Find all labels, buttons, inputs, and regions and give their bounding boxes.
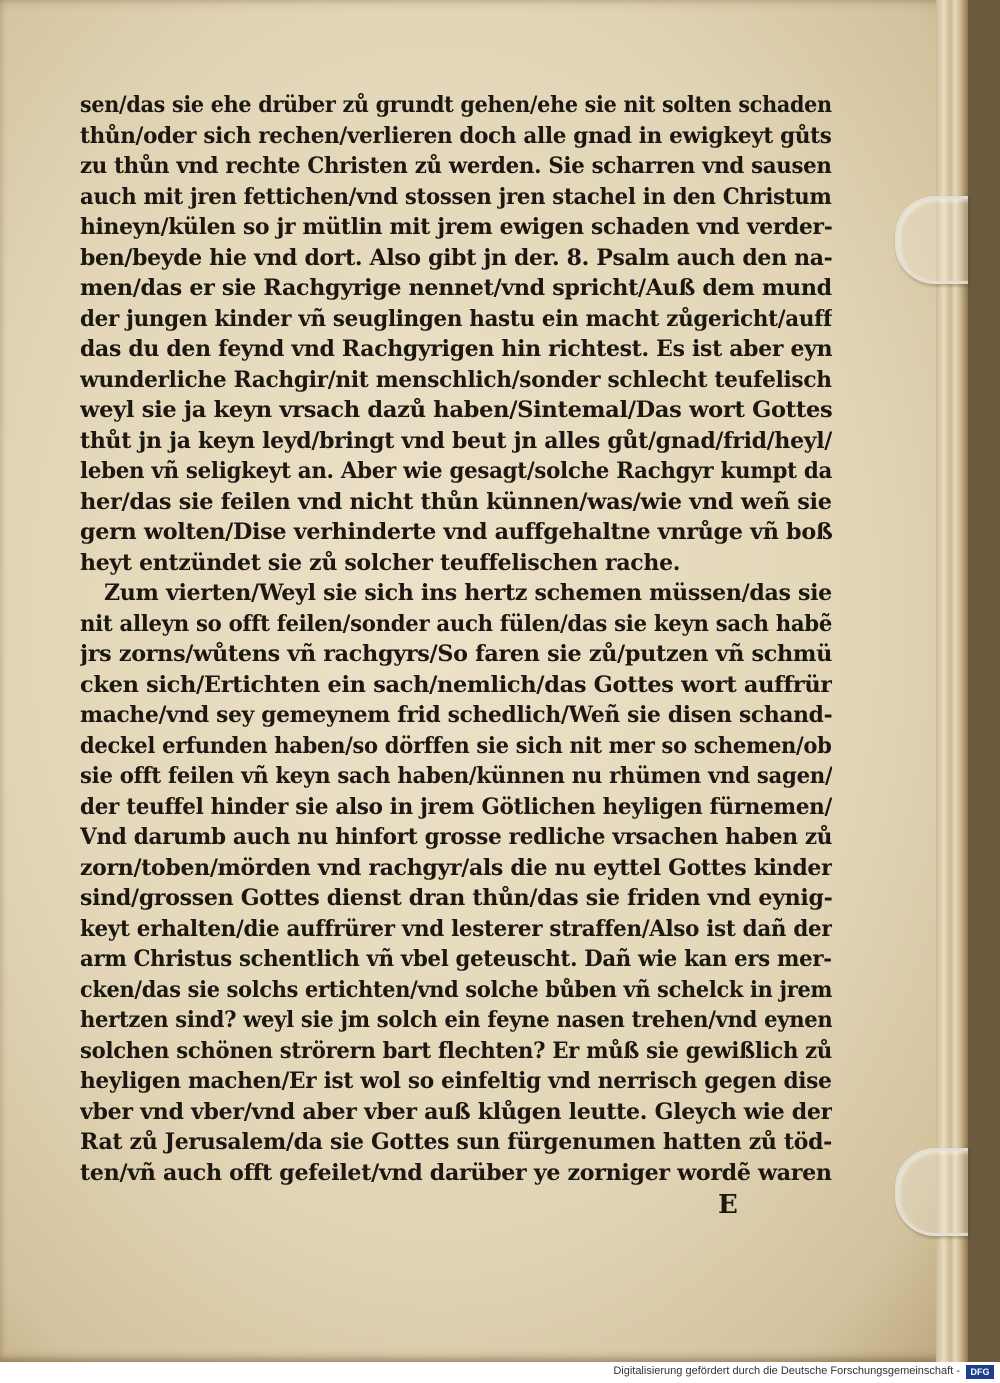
text-line: nit alleyn so offt feilen/sonder auch fülen/das sie keyn sach habẽ [80,610,832,637]
text-line: sen/das sie ehe drüber zů grundt gehen/ehe sie nit solten schaden [80,92,832,118]
text-line: heyt entzündet sie zů solcher teuffelischen rache. [80,549,681,576]
text-line: ten/vñ auch offt gefeilet/vnd darüber ye zorniger wordẽ waren [80,1159,832,1186]
text-line: jrs zorns/wůtens vñ rachgyrs/So faren sie zů/putzen vñ schmü [80,641,832,667]
text-line: heyligen machen/Er ist wol so einfeltig vnd nerrisch gegen dise [80,1068,832,1094]
text-line: der jungen kinder vñ seuglingen hastu ein macht zůgericht/auff [80,305,832,332]
text-line: thůt jn ja keyn leyd/bringt vnd beut jn alles gůt/gnad/frid/heyl/ [80,427,832,454]
text-line: thůn/oder sich rechen/verlieren doch alle gnad in ewigkeyt gůts [80,122,832,149]
text-line: gern wolten/Dise verhinderte vnd auffgehaltne vnrůge vñ boß [80,519,832,545]
text-line: solchen schönen strörern bart flechten? Er můß sie gewißlich zů [80,1037,832,1064]
page-clip-bottom [895,1148,968,1236]
text-line: Rat zů Jerusalem/da sie Gottes sun fürgenumen hatten zů töd- [80,1129,832,1155]
text-line: cken sich/Ertichten ein sach/nemlich/das Gottes wort auffrür [80,671,832,698]
text-line: mache/vnd sey gemeynem frid schedlich/Weñ sie disen schand- [80,702,832,728]
text-line: wunderliche Rachgir/nit menschlich/sonder schlecht teufelisch [80,366,832,393]
text-line: das du den feynd vnd Rachgyrigen hin richtest. Es ist aber eyn [80,336,832,362]
text-line: sind/grossen Gottes dienst dran thůn/das sie friden vnd eynig- [80,885,832,911]
text-line: arm Christus schentlich vñ vbel geteuscht. Dañ wie kan ers mer- [80,946,832,972]
text-line: men/das er sie Rachgyrige nennet/vnd spricht/Auß dem mund [80,275,832,301]
text-line: auch mit jren fettichen/vnd stossen jren stachel in den Christum [80,183,832,210]
text-line: Vnd darumb auch nu hinfort grosse redliche vrsachen haben zů [80,824,832,850]
text-line: zorn/toben/mörden vnd rachgyr/als die nu eyttel Gottes kinder [80,854,832,881]
text-line: hineyn/külen so jr mütlin mit jrem ewigen schaden vnd verder- [80,214,832,240]
text-line: deckel erfunden haben/so dörffen sie sich nit mer so schemen/ob [80,732,832,759]
funding-credit: Digitalisierung gefördert durch die Deutsche Forschungsgemeinschaft - [613,1365,960,1377]
text-line: leben vñ seligkeyt an. Aber wie gesagt/solche Rachgyr kumpt da [80,458,832,484]
text-line: vber vnd vber/vnd aber vber auß klůgen leutte. Gleych wie der [80,1098,832,1125]
text-line: ben/beyde hie vnd dort. Also gibt jn der. 8. Psalm auch den na- [80,244,832,271]
text-line: sie offt feilen vñ keyn sach haben/künnen nu rhümen vnd sagen/ [80,763,832,789]
text-line: weyl sie ja keyn vrsach dazů haben/Sintemal/Das wort Gottes [80,397,832,423]
text-line: her/das sie feilen vnd nicht thůn künnen/was/wie vnd weñ sie [80,488,832,515]
text-line: zu thůn vnd rechte Christen zů werden. Sie scharren vnd sausen [80,153,832,179]
text-line: der teuffel hinder sie also in jrem Götlichen heyligen fürnemen/ [80,793,832,820]
digitization-footer [0,1362,1000,1383]
catchword: E [718,1190,738,1220]
body-text [80,90,832,1188]
page-clip-top [895,196,968,284]
paragraph-start-line: Zum vierten/Weyl sie sich ins hertz schemen müssen/das sie [104,580,832,606]
text-line: keyt erhalten/die auffrürer vnd lesterer straffen/Also ist dañ der [80,915,832,942]
text-line: hertzen sind? weyl sie jm solch ein feyne nasen trehen/vnd eynen [80,1007,832,1033]
dfg-logo: DFG [966,1365,994,1379]
text-line: cken/das sie solchs ertichten/vnd solche bůben vñ schelck in jrem [80,976,832,1003]
